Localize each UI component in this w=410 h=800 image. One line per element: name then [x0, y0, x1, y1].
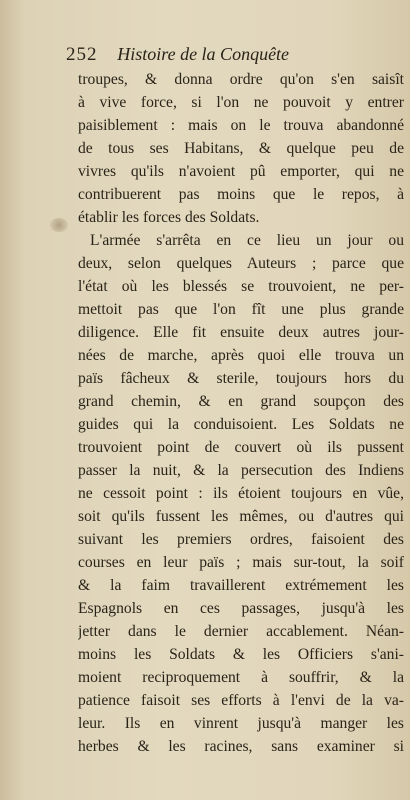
text-line: nées de marche, après quoi elle trouva un	[78, 347, 404, 364]
text-line: patience faisoit ses efforts à l'envi de la va-	[78, 692, 404, 709]
text-line: païs fâcheux & sterile, toujours hors du	[78, 370, 404, 387]
text-line: diligence. Elle fit ensuite deux autres jour-	[78, 324, 404, 341]
text-line: suivant les premiers ordres, faisoient des	[78, 531, 404, 548]
text-line: leur. Ils en vinrent jusqu'à manger les	[78, 715, 404, 732]
text-line: guides qui la conduisoient. Les Soldats ne	[78, 416, 404, 433]
text-line: grand chemin, & en grand soupçon des	[78, 393, 404, 410]
text-line: paisiblement : mais on le trouva abandonné	[78, 117, 404, 134]
paper-stain	[50, 218, 68, 232]
running-head: Histoire de la Conquête	[117, 44, 290, 64]
text-line: & la faim travaillerent extrémement les	[78, 577, 404, 594]
text-line: ne cessoit point : ils étoient toujours en vûe,	[78, 485, 404, 502]
text-line: Espagnols en ces passages, jusqu'à les	[78, 600, 404, 617]
text-line: herbes & les racines, sans examiner si	[78, 738, 404, 755]
text-line: deux, selon quelques Auteurs ; parce que	[78, 255, 404, 272]
text-line: vivres qu'ils n'avoient pû emporter, qui ne	[78, 163, 404, 180]
text-line: troupes, & donna ordre qu'on s'en saisît	[78, 71, 404, 88]
text-line: l'état où les blessés se trouvoient, ne per-	[78, 278, 404, 295]
text-line: mettoit pas que l'on fît une plus grande	[78, 301, 404, 318]
text-line: L'armée s'arrêta en ce lieu un jour ou	[90, 232, 404, 249]
text-line: passer la nuit, & la persecution des Indiens	[78, 462, 404, 479]
text-line: courses en leur païs ; mais sur-tout, la soif	[78, 554, 404, 571]
text-line: moins les Soldats & les Officiers s'ani-	[78, 646, 404, 663]
page-number: 252	[66, 44, 98, 65]
page-header	[66, 44, 396, 65]
text-line: à vive force, si l'on ne pouvoit y entrer	[78, 94, 404, 111]
text-line: établir les forces des Soldats.	[78, 209, 260, 226]
text-line: soit qu'ils fussent les mêmes, ou d'autres qui	[78, 508, 404, 525]
text-line: contribuerent pas moins que le repos, à	[78, 186, 404, 203]
text-line: trouvoient point de couvert où ils pussent	[78, 439, 404, 456]
text-line: de tous ses Habitans, & quelque peu de	[78, 140, 404, 157]
text-line: jetter dans le dernier accablement. Néan-	[78, 623, 404, 640]
body-text	[78, 68, 404, 758]
text-line: moient reciproquement à souffrir, & la	[78, 669, 404, 686]
